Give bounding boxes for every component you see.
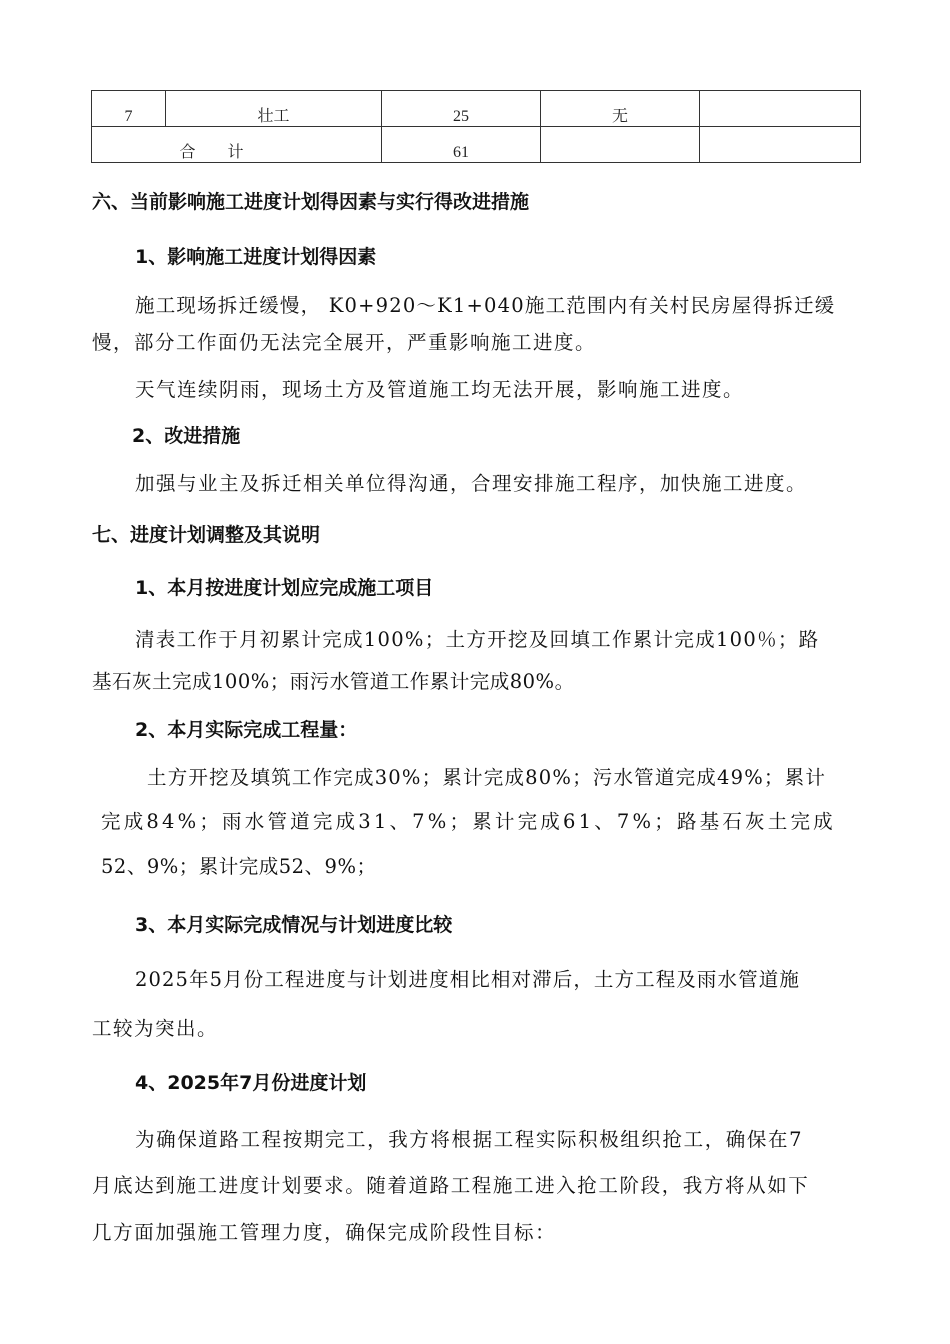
paragraph-line: 土方开挖及填筑工作完成30%；累计完成80%；污水管道完成49%；累计 [147, 766, 827, 789]
section-6-2-heading: 2、改进措施 [132, 425, 241, 447]
total-count: 61 [382, 127, 541, 163]
paragraph-line: 52、9%；累计完成52、9%； [101, 855, 377, 878]
paragraph-line: 施工现场拆迁缓慢， K0+920～K1+040施工范围内有关村民房屋得拆迁缓 [135, 294, 836, 317]
paragraph-line: 月底达到施工进度计划要求。随着道路工程施工进入抢工阶段，我方将从如下 [92, 1174, 810, 1197]
paragraph-line: 天气连续阴雨，现场土方及管道施工均无法开展，影响施工进度。 [135, 378, 745, 401]
paragraph-line: 加强与业主及拆迁相关单位得沟通，合理安排施工程序，加快施工进度。 [135, 472, 808, 495]
paragraph-line: 工较为突出。 [92, 1017, 219, 1040]
total-label: 合 计 [92, 127, 382, 163]
labor-table [91, 90, 861, 163]
worker-type: 壮工 [166, 91, 382, 127]
paragraph-line: 2025年5月份工程进度与计划进度相比相对滞后，土方工程及雨水管道施 [135, 968, 800, 991]
paragraph-line: 基石灰土完成100%；雨污水管道工作累计完成80%。 [92, 670, 575, 693]
section-7-heading: 七、进度计划调整及其说明 [92, 524, 321, 546]
section-6-1-heading: 1、影响施工进度计划得因素 [135, 246, 377, 268]
section-7-1-heading: 1、本月按进度计划应完成施工项目 [135, 577, 434, 599]
other-cell: 无 [541, 91, 700, 127]
table-row [92, 91, 861, 127]
worker-count: 25 [382, 91, 541, 127]
paragraph-line: 慢，部分工作面仍无法完全展开，严重影响施工进度。 [92, 331, 597, 354]
section-7-3-heading: 3、本月实际完成情况与计划进度比较 [135, 914, 453, 936]
total-empty-1 [541, 127, 700, 163]
section-7-4-heading: 4、2025年7月份进度计划 [135, 1072, 367, 1094]
table-total-row [92, 127, 861, 163]
paragraph-line: 完成84%；雨水管道完成31、7%；累计完成61、7%；路基石灰土完成 [101, 810, 836, 833]
row-number: 7 [92, 91, 166, 127]
section-6-heading: 六、当前影响施工进度计划得因素与实行得改进措施 [92, 191, 530, 213]
paragraph-line: 清表工作于月初累计完成100%；土方开挖及回填工作累计完成100％；路 [135, 628, 820, 651]
remark-cell [700, 91, 861, 127]
paragraph-line: 几方面加强施工管理力度，确保完成阶段性目标： [92, 1221, 557, 1244]
section-7-2-heading: 2、本月实际完成工程量： [135, 719, 358, 741]
total-empty-2 [700, 127, 861, 163]
paragraph-line: 为确保道路工程按期完工，我方将根据工程实际积极组织抢工，确保在7 [135, 1128, 804, 1151]
